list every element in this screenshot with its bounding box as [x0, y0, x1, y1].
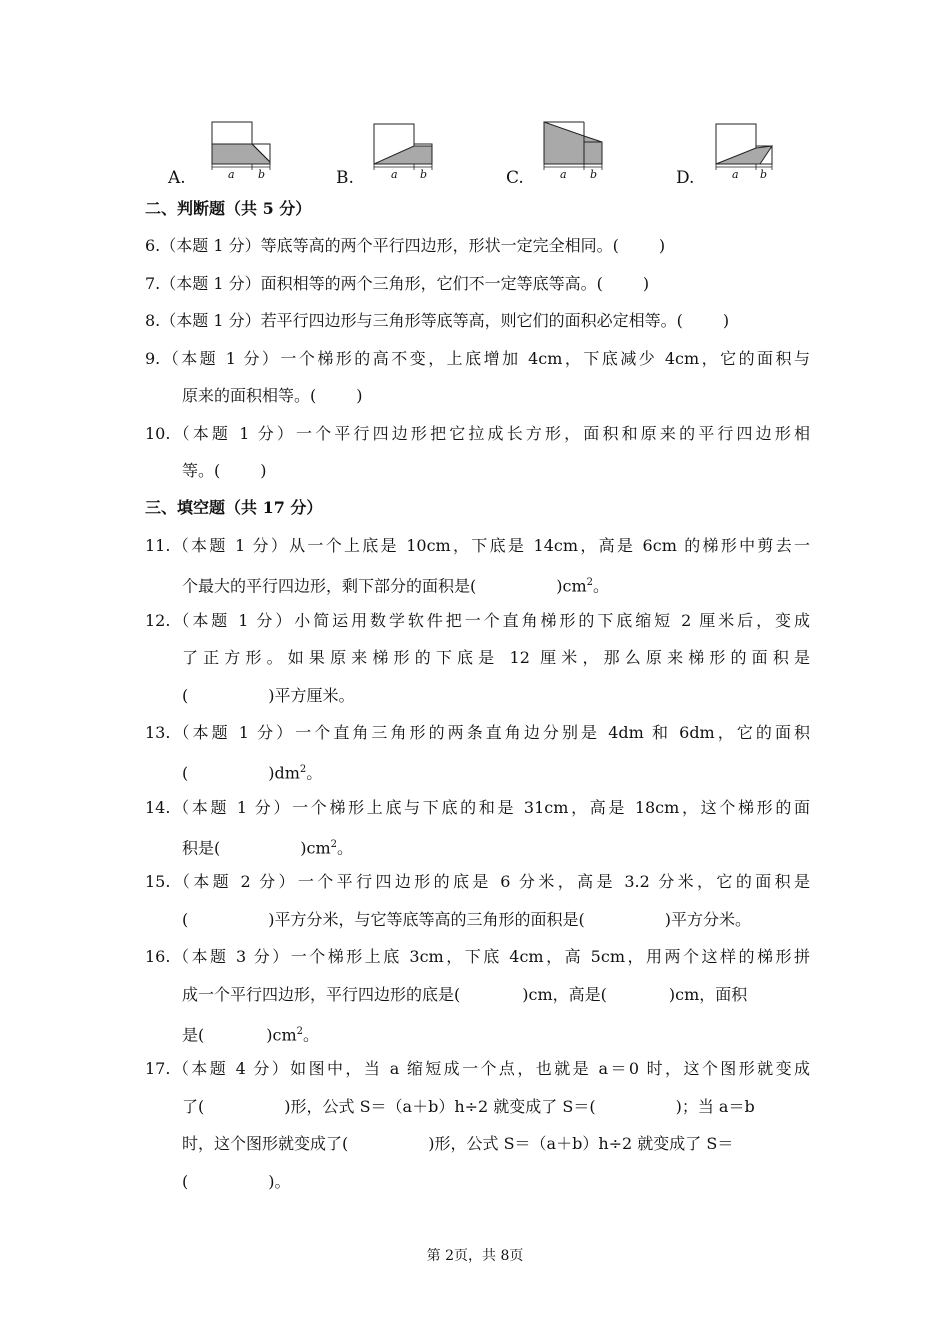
- question-11-line2-c: 。: [593, 576, 610, 596]
- question-13-line1: 13.（本题 1 分）一个直角三角形的两条直角边分别是 4dm 和 6dm，它的面积: [145, 723, 810, 742]
- question-6: [145, 236, 810, 256]
- question-13-line2-b: )dm: [268, 763, 300, 783]
- section2-heading: 二、判断题（共 5 分）: [145, 199, 312, 218]
- question-7-text: 7.（本题 1 分）面积相等的两个三角形，它们不一定等底等高。(: [145, 274, 603, 293]
- question-17-line4-b: )。: [268, 1172, 291, 1191]
- question-11-sup: 2: [586, 577, 593, 588]
- figure-d-b-label: b: [760, 168, 768, 181]
- question-16-line1: 16.（本题 3 分）一个梯形上底 3cm，下底 4cm，高 5cm，用两个这样的梯形拼: [145, 947, 810, 966]
- question-8-close: ): [722, 311, 730, 330]
- question-17-line3-b: )形，公式 S＝（a＋b）h÷2 就变成了 S＝: [428, 1134, 734, 1153]
- question-16-line2: [182, 985, 810, 1005]
- question-14-line2-a: 积是(: [182, 838, 221, 858]
- question-15-line2-c: )平方分米。: [664, 910, 751, 929]
- question-9-line2-text: 原来的面积相等。(: [182, 386, 317, 405]
- question-8: [145, 311, 810, 331]
- question-17-line2-c: )；当 a＝b: [675, 1097, 755, 1116]
- section3-heading: 三、填空题（共 17 分）: [145, 498, 323, 517]
- question-12-line1: 12.（本题 1 分）小简运用数学软件把一个直角梯形的下底缩短 2 厘米后，变成: [145, 611, 810, 630]
- option-a-label: A.: [168, 168, 186, 188]
- figure-a-b-label: b: [258, 168, 266, 181]
- question-9-line1: 9.（本题 1 分）一个梯形的高不变，上底增加 4cm，下底减少 4cm，它的面积与: [145, 349, 810, 368]
- question-16-line3-c: 。: [303, 1025, 320, 1045]
- question-17-line4-a: (: [182, 1172, 189, 1191]
- question-15-line2-a: (: [182, 910, 189, 929]
- question-7-close: ): [642, 274, 650, 293]
- question-17-line2: [182, 1097, 810, 1117]
- question-14-line2-c: 。: [337, 838, 354, 858]
- question-6-close: ): [658, 236, 666, 255]
- question-17-line2-b: )形，公式 S＝（a＋b）h÷2 就变成了 S＝(: [284, 1097, 596, 1116]
- question-16-line3-a: 是(: [182, 1025, 205, 1045]
- question-6-text: 6.（本题 1 分）等底等高的两个平行四边形，形状一定完全相同。(: [145, 236, 619, 255]
- figure-c-a-label: a: [560, 168, 567, 181]
- question-17-line3-a: 时，这个图形就变成了(: [182, 1134, 349, 1153]
- question-10-line2: [182, 461, 810, 481]
- question-17-line3: [182, 1134, 810, 1154]
- question-14-sup: 2: [330, 839, 337, 850]
- question-13-line2-a: (: [182, 763, 189, 783]
- figure-b-a-label: a: [391, 168, 398, 181]
- question-10-close: ): [260, 461, 267, 480]
- option-b-label: B.: [336, 168, 354, 188]
- figure-b-b-label: b: [420, 168, 428, 181]
- question-14-line1: 14.（本题 1 分）一个梯形上底与下底的和是 31cm，高是 18cm，这个梯形的面: [145, 798, 810, 817]
- figure-d-a-label: a: [732, 168, 739, 181]
- question-16-line3-b: )cm: [266, 1025, 297, 1045]
- question-9-close: ): [356, 386, 363, 405]
- question-16-line3: [182, 1022, 810, 1045]
- page-footer: 第 2页，共 8页: [426, 1248, 524, 1264]
- question-13-line2: [182, 760, 810, 783]
- question-12-line3-a: (: [182, 686, 189, 705]
- figure-a-a-label: a: [228, 168, 235, 181]
- question-16-line2-b: )cm，高是(: [522, 985, 607, 1004]
- question-12-line3-b: )平方厘米。: [268, 686, 355, 705]
- question-16-line2-c: )cm，面积: [668, 985, 748, 1004]
- question-17-line2-a: 了(: [182, 1097, 205, 1116]
- question-11-line2-a: 个最大的平行四边形，剩下部分的面积是(: [182, 576, 477, 596]
- option-d-label: D.: [676, 168, 695, 188]
- question-17-line4: [182, 1172, 810, 1192]
- question-14-line2: [182, 835, 810, 858]
- question-11-line1: 11.（本题 1 分）从一个上底是 10cm，下底是 14cm，高是 6cm 的梯形中剪去一: [145, 536, 810, 555]
- question-14-line2-b: )cm: [300, 838, 331, 858]
- question-13-line2-c: 。: [306, 763, 323, 783]
- question-10-line1: 10.（本题 1 分）一个平行四边形把它拉成长方形，面积和原来的平行四边形相: [145, 424, 810, 443]
- question-15-line2: [182, 910, 810, 930]
- question-12-line3: [182, 686, 810, 706]
- question-9-line2: [182, 386, 810, 406]
- figure-c-b-label: b: [590, 168, 598, 181]
- question-15-line1: 15.（本题 2 分）一个平行四边形的底是 6 分米，高是 3.2 分米，它的面积是: [145, 872, 810, 891]
- question-10-line2-text: 等。(: [182, 461, 221, 480]
- question-8-text: 8.（本题 1 分）若平行四边形与三角形等底等高，则它们的面积必定相等。(: [145, 311, 683, 330]
- question-11-line2: [182, 573, 810, 596]
- question-16-line2-a: 成一个平行四边形，平行四边形的底是(: [182, 985, 461, 1004]
- question-17-line1: 17.（本题 4 分）如图中，当 a 缩短成一个点，也就是 a＝0 时，这个图形就变成: [145, 1059, 810, 1078]
- question-16-sup: 2: [296, 1026, 303, 1037]
- question-15-line2-b: )平方分米，与它等底等高的三角形的面积是(: [268, 910, 585, 929]
- question-13-sup: 2: [299, 764, 307, 775]
- question-12-line2: 了正方形。如果原来梯形的下底是 12 厘米，那么原来梯形的面积是: [182, 648, 810, 667]
- figure-d-diagram: [676, 118, 786, 186]
- question-7: [145, 274, 810, 294]
- question-11-line2-b: )cm: [556, 576, 587, 596]
- option-c-label: C.: [506, 168, 524, 188]
